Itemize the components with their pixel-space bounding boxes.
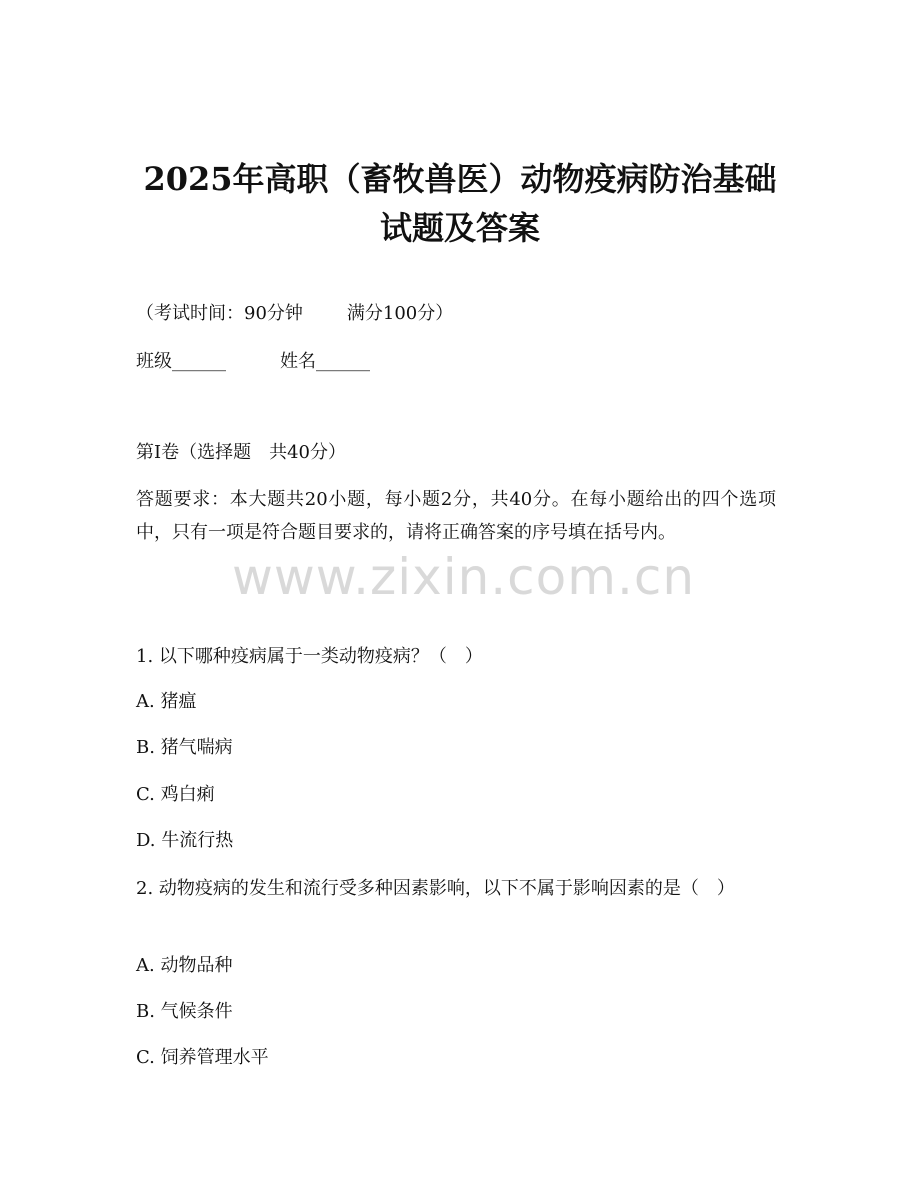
section-heading: 第Ⅰ卷（选择题 共40分） bbox=[136, 442, 347, 463]
class-field-label: 班级______ bbox=[136, 351, 226, 372]
student-info bbox=[136, 350, 370, 374]
document-title-line2: 试题及答案 bbox=[379, 209, 540, 247]
question-1-option-b: B. 猪气喘病 bbox=[136, 737, 233, 758]
watermark-text: www.zixin.com.cn bbox=[232, 548, 696, 606]
name-field-label: 姓名______ bbox=[280, 351, 370, 372]
question-1-option-c: C. 鸡白痢 bbox=[136, 784, 215, 805]
question-1-option-d: D. 牛流行热 bbox=[136, 830, 234, 851]
exam-time: （考试时间：90分钟 bbox=[136, 303, 303, 324]
question-2-option-c: C. 饲养管理水平 bbox=[136, 1047, 269, 1068]
section-instructions: 答题要求：本大题共20小题，每小题2分，共40分。在每小题给出的四个选项中，只有一项是符合题目要求的，请将正确答案的序号填在括号内。 bbox=[136, 489, 776, 543]
question-2-option-b: B. 气候条件 bbox=[136, 1001, 233, 1022]
exam-info bbox=[136, 302, 453, 326]
question-1-stem: 1. 以下哪种疫病属于一类动物疫病？（ ） bbox=[136, 646, 483, 667]
question-1-option-a: A. 猪瘟 bbox=[136, 691, 197, 712]
question-2-option-a: A. 动物品种 bbox=[136, 955, 233, 976]
document-title-line1: 2025年高职（畜牧兽医）动物疫病防治基础 bbox=[143, 160, 777, 198]
exam-score: 满分100分） bbox=[346, 303, 454, 324]
question-2-stem: 2. 动物疫病的发生和流行受多种因素影响，以下不属于影响因素的是（ ） bbox=[136, 878, 735, 899]
